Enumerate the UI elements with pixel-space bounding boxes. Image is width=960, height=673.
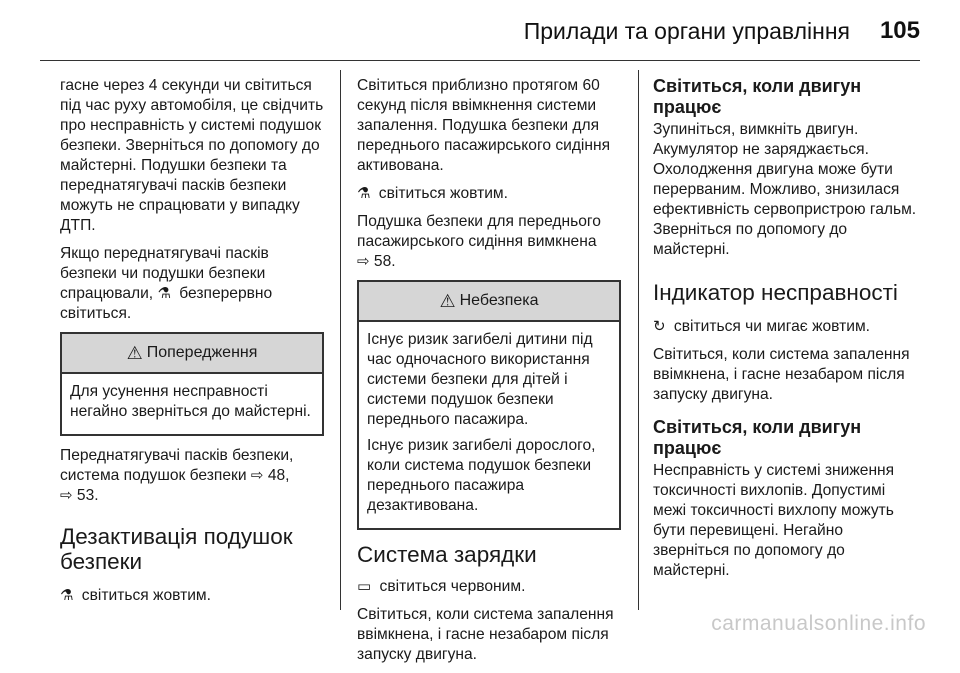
column-3 [653, 76, 917, 589]
col3-paragraph-3: Світиться, коли система запалення ввімкнена, і гасне незабаром після запуску двигуна. [653, 346, 910, 403]
col2-p2-text: світиться жовтим. [378, 185, 508, 202]
col1-p3-ref2[interactable]: 53. [76, 487, 99, 504]
danger-title: Небезпека [459, 292, 539, 309]
reference-arrow-icon: ⇨ [357, 253, 370, 270]
col3-p2-text: світиться чи мигає жовтим. [673, 318, 871, 335]
airbag-off-icon: ⚗ [60, 587, 74, 604]
column-1 [60, 76, 324, 614]
col1-p2-after: безперервно світиться. [60, 285, 273, 322]
col2-paragraph-5: Світиться, коли система запалення ввімкнена, і гасне незабаром після запуску двигуна. [357, 606, 614, 663]
col2-p3-ref[interactable]: 58. [373, 253, 396, 270]
col2-paragraph-1: Світиться приблизно протягом 60 секунд після ввімкнення системи запалення. Подушка безпеки для переднього пасажирського сидіння активована. [357, 77, 611, 174]
danger-text-2: Існує ризик загибелі дорослого, коли система подушок безпеки переднього пасажира дезактивована. [367, 437, 596, 514]
warning-icon: ⚠ [439, 291, 456, 311]
col1-p2-before: Якщо переднатягувачі пасків безпеки чи подушки безпеки спрацювали, [60, 245, 269, 302]
col1-paragraph-3 [60, 446, 324, 506]
warning-icon: ⚠ [126, 343, 143, 363]
col3-paragraph-4: Несправність у системі зниження токсичності вихлопів. Допустимі межі токсичності вихлопу можуть бути перевищені. Негайно зверніться по допомогу до майстерні. [653, 462, 895, 579]
header-divider [40, 60, 920, 61]
col1-p3-ref1[interactable]: 48, [267, 467, 290, 484]
subheading-engine-running-2: Світиться, коли двигун працює [653, 417, 862, 458]
section-heading-malfunction-indicator: Індикатор несправності [653, 280, 898, 305]
battery-icon: ▭ [357, 578, 372, 595]
airbag-on-icon: ⚗ [357, 185, 371, 202]
col3-paragraph-1: Зупиніться, вимкніть двигун. Акумулятор не заряджається. Охолодження двигуна може бути перерваним. Можливо, знизилася ефективність сервопристрою гальм. Зверніться по допомогу до майстерні. [653, 121, 917, 258]
section-heading-charging-system: Система зарядки [357, 542, 537, 567]
col2-p3-text: Подушка безпеки для переднього пасажирського сидіння вимкнена [357, 213, 601, 250]
danger-text-1: Існує ризик загибелі дитини під час одночасного використання системи безпеки для дітей і системи подушок безпеки переднього пасажира. [367, 331, 593, 428]
warning-box [60, 332, 324, 436]
warning-box-header [62, 334, 322, 374]
warning-title: Попередження [146, 344, 258, 361]
col2-paragraph-3 [357, 212, 621, 272]
col2-paragraph-4 [357, 577, 621, 597]
danger-box-header [359, 282, 619, 322]
col1-paragraph-4 [60, 586, 324, 606]
page-title: Прилади та органи управління [523, 18, 850, 44]
column-2 [357, 76, 621, 673]
col2-paragraph-2 [357, 184, 621, 204]
col2-p4-text: світиться червоним. [379, 578, 526, 595]
col1-paragraph-1: гасне через 4 секунди чи світиться під час руху автомобіля, це свідчить про несправність у системі подушок безпеки. Зверніться по допомогу до майстерні. Подушки безпеки та переднатягувачі пасків безпеки можуть не спрацювати у випадку ДТП. [60, 77, 324, 234]
col3-paragraph-2 [653, 317, 917, 337]
seatbelt-tensioner-icon: ⚗ [157, 285, 171, 302]
column-divider-1 [340, 70, 341, 610]
column-divider-2 [638, 70, 639, 610]
danger-box [357, 280, 621, 530]
warning-text: Для усунення несправності негайно зверніться до майстерні. [70, 383, 311, 420]
section-heading-airbag-deactivation: Дезактивація подушок безпеки [60, 524, 293, 574]
col1-paragraph-2 [60, 244, 324, 324]
col1-p3-text: Переднатягувачі пасків безпеки, система подушок безпеки [60, 447, 294, 484]
reference-arrow-icon: ⇨ [250, 467, 264, 484]
watermark: carmanualsonline.info [711, 612, 926, 635]
reference-arrow-icon: ⇨ [60, 487, 73, 504]
page-header [0, 0, 960, 62]
danger-box-body [359, 322, 619, 528]
warning-box-body [62, 374, 322, 434]
page-number: 105 [879, 17, 920, 44]
engine-check-icon: ↻ [653, 318, 666, 335]
subheading-engine-running-1: Світиться, коли двигун працює [653, 76, 862, 117]
col1-p4-text: світиться жовтим. [81, 587, 211, 604]
